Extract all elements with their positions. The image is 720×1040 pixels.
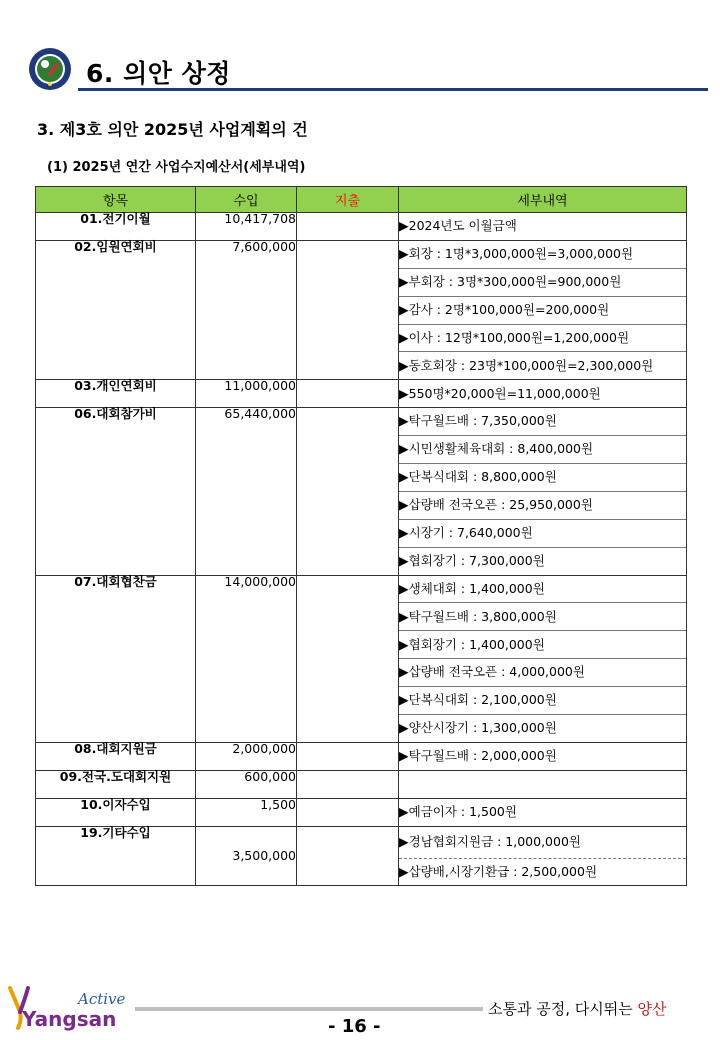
section-title: 6. 의안 상정 — [86, 59, 231, 88]
row-income: 7,600,000 — [196, 240, 297, 379]
row-detail: ▶삽량배 전국오픈 : 4,000,000원 — [399, 659, 687, 687]
title-underline — [78, 88, 708, 91]
row-income: 3,500,000 — [196, 826, 297, 886]
slogan-highlight: 양산 — [637, 1000, 667, 1018]
brand-small-text: Active — [78, 990, 126, 1008]
row-detail: ▶2024년도 이월금액 — [399, 213, 687, 241]
row-detail: ▶이사 : 12명*100,000원=1,200,000원 — [399, 324, 687, 352]
page-number: - 16 - — [328, 1016, 381, 1037]
row-expense — [297, 798, 399, 826]
row-expense — [297, 742, 399, 770]
row-item: 07.대회협찬금 — [36, 575, 196, 742]
row-expense — [297, 826, 399, 886]
table-row — [36, 826, 687, 858]
header-detail: 세부내역 — [399, 187, 687, 213]
row-detail: ▶탁구월드배 : 3,800,000원 — [399, 603, 687, 631]
row-detail: ▶예금이자 : 1,500원 — [399, 798, 687, 826]
table-row — [36, 380, 687, 408]
footer-slogan — [488, 998, 666, 1019]
row-income: 2,000,000 — [196, 742, 297, 770]
table-row — [36, 240, 687, 268]
row-expense — [297, 770, 399, 798]
row-detail: ▶탁구월드배 : 7,350,000원 — [399, 408, 687, 436]
row-detail: ▶생체대회 : 1,400,000원 — [399, 575, 687, 603]
row-income: 600,000 — [196, 770, 297, 798]
table-row — [36, 408, 687, 436]
row-detail: ▶경남협회지원금 : 1,000,000원 — [399, 826, 687, 858]
row-item: 01.전기이월 — [36, 213, 196, 241]
row-detail: ▶단복식대회 : 8,800,000원 — [399, 464, 687, 492]
table-row — [36, 575, 687, 603]
association-logo-icon — [28, 47, 72, 91]
budget-table — [35, 186, 687, 886]
row-detail: ▶단복식대회 : 2,100,000원 — [399, 687, 687, 715]
row-expense — [297, 213, 399, 241]
table-row — [36, 770, 687, 798]
row-income: 14,000,000 — [196, 575, 297, 742]
row-detail: ▶감사 : 2명*100,000원=200,000원 — [399, 296, 687, 324]
brand-main-text: Yangsan — [22, 1007, 117, 1031]
agenda-title: 3. 제3호 의안 2025년 사업계획의 건 — [37, 120, 308, 139]
footer-divider — [135, 1007, 483, 1011]
row-expense — [297, 240, 399, 379]
row-item: 19.기타수입 — [36, 826, 196, 886]
row-detail: ▶시민생활체육대회 : 8,400,000원 — [399, 436, 687, 464]
row-detail: ▶동호회장 : 23명*100,000원=2,300,000원 — [399, 352, 687, 380]
row-expense — [297, 408, 399, 575]
row-item: 08.대회지원금 — [36, 742, 196, 770]
header-expense: 지출 — [297, 187, 399, 213]
row-item: 10.이자수입 — [36, 798, 196, 826]
row-item: 02.임원연회비 — [36, 240, 196, 379]
row-detail: ▶협회장기 : 1,400,000원 — [399, 631, 687, 659]
row-expense — [297, 380, 399, 408]
table-row — [36, 213, 687, 241]
row-detail: ▶삽량배 전국오픈 : 25,950,000원 — [399, 491, 687, 519]
row-detail: ▶550명*20,000원=11,000,000원 — [399, 380, 687, 408]
header-income: 수입 — [196, 187, 297, 213]
slogan-prefix: 소통과 공정, 다시뛰는 — [488, 1000, 638, 1018]
row-income: 11,000,000 — [196, 380, 297, 408]
row-detail: ▶부회장 : 3명*300,000원=900,000원 — [399, 268, 687, 296]
row-item: 06.대회참가비 — [36, 408, 196, 575]
row-detail: ▶탁구월드배 : 2,000,000원 — [399, 742, 687, 770]
active-yangsan-logo-icon — [6, 982, 146, 1034]
row-detail: ▶삽량배,시장기환급 : 2,500,000원 — [399, 858, 687, 886]
row-item: 03.개인연회비 — [36, 380, 196, 408]
row-item: 09.전국.도대회지원 — [36, 770, 196, 798]
table-row — [36, 742, 687, 770]
row-detail: ▶회장 : 1명*3,000,000원=3,000,000원 — [399, 240, 687, 268]
row-detail: ▶협회장기 : 7,300,000원 — [399, 547, 687, 575]
row-income: 10,417,708 — [196, 213, 297, 241]
row-detail: ▶시장기 : 7,640,000원 — [399, 519, 687, 547]
table-row — [36, 798, 687, 826]
row-expense — [297, 575, 399, 742]
row-detail: ▶양산시장기 : 1,300,000원 — [399, 715, 687, 743]
table-caption: (1) 2025년 연간 사업수지예산서(세부내역) — [47, 160, 306, 175]
table-header-row — [36, 187, 687, 213]
row-income: 65,440,000 — [196, 408, 297, 575]
row-detail — [399, 770, 687, 798]
row-income: 1,500 — [196, 798, 297, 826]
header-item: 항목 — [36, 187, 196, 213]
